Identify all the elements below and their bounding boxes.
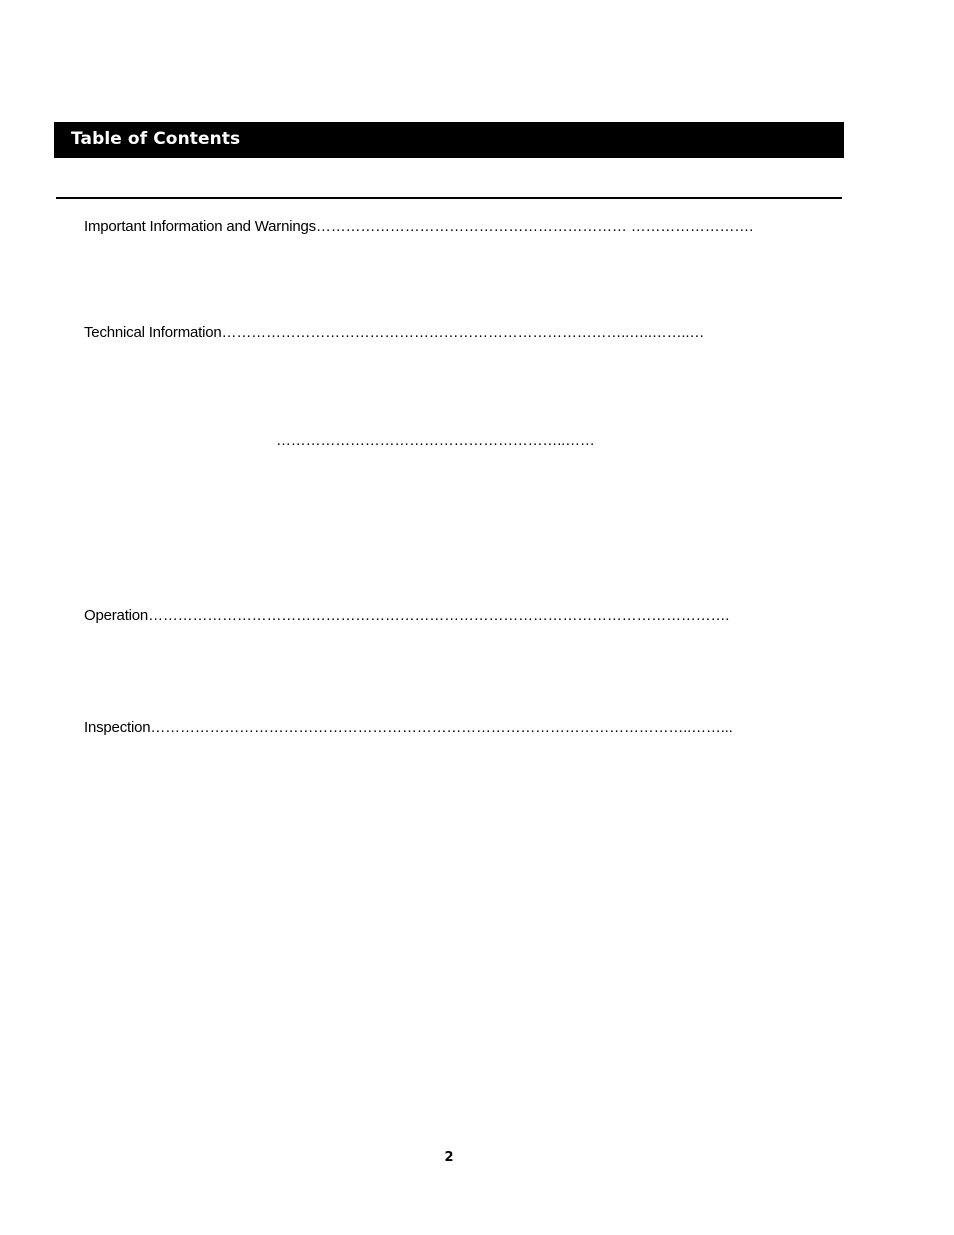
header-divider bbox=[56, 197, 842, 199]
page-title: Table of Contents bbox=[71, 129, 241, 149]
toc-entry-important-information[interactable]: Important Information and Warnings……………………………………………………… ……………………. bbox=[84, 218, 754, 235]
toc-header-bar bbox=[54, 122, 844, 158]
toc-entry-inspection[interactable]: Inspection………………………………………………………………………………………………..……... bbox=[84, 719, 733, 736]
toc-entry-operation[interactable]: Operation………………………………………………………………………………………………………. bbox=[84, 607, 730, 624]
toc-entry-technical-information[interactable]: Technical Information………………………………………………………………………..…..……..… bbox=[84, 324, 705, 341]
page-number: 2 bbox=[444, 1150, 454, 1165]
toc-entry-dot-leader[interactable]: …………………………………………………..…… bbox=[276, 432, 595, 449]
